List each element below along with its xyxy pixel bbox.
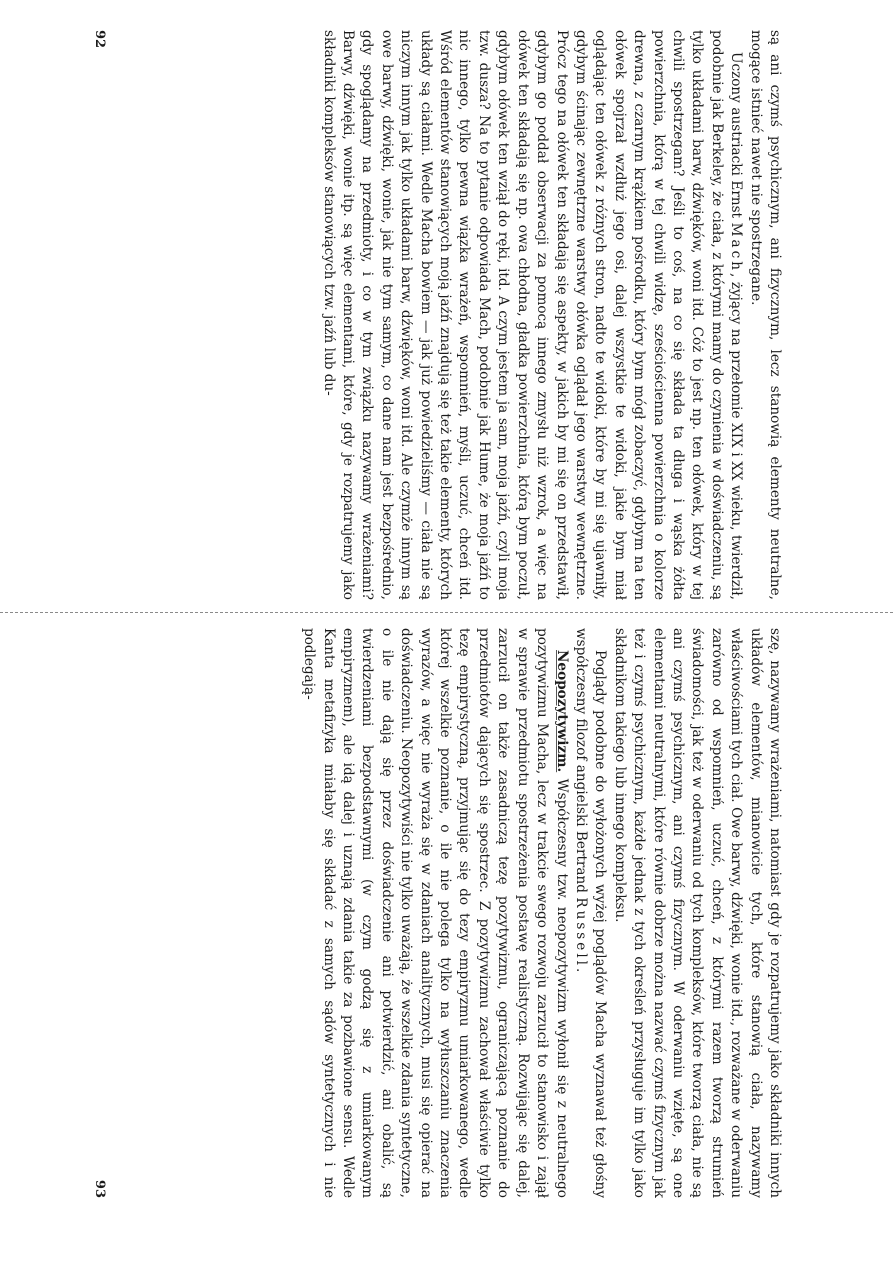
text-run: Uczony austriacki Ernst xyxy=(728,52,745,223)
text-run: , żyjący na przełomie XIX i XX wieku, twierdził, podobnie jak Berkeley, że ciała, z którymi mamy do czynienia w doświadczeniu, są tylko układami barw, dźwięków, woni itd. Cóż to jest np. ten ołówek, który w tej chwili spostrzegam? Jeśli to coś, na co się składa ta długa i wąska żółta powierzchnia, którą w tej chwili widzę, sześciościenna powierzchnia o kolorze drewna, z czarnym krążkiem pośrodku, który bym mógł zobaczyć, gdybym na ten ołówek spojrzał wzdłuż jego osi, dalej wszystkie te widoki, jakie bym miał oglądając ten ołówek z różnych stron, nadto te widoki, które by mi się ujawniły, gdybym ścinając zewnętrzne warstwy ołówka oglądał jego warstwy wewnętrzne. Prócz tego na ołówek ten składają się aspekty, w jakich by mi się on przedstawił, gdybym go poddał obserwacji za pomocą innego zmysłu niż wzrok, a więc na ołówek ten składają się np. owa chłodna, gładka powierzchnia, którą bym poczuł, gdybym ołówek ten wziął do ręki, itd. A czym jestem ja sam, moja jaźń, czyli moja tzw. dusza? Na to pytanie odpowiada Mach, podobnie jak Hume, że moja jaźń to nic innego, tylko pewna wiązka wrażeń, wspomnień, myśli, uczuć, chceń itd. Wśród elementów stanowiących moją jaźń znajdują się też takie elementy, których układy są ciałami. Wedle Macha bowiem — jak już powiedzieliśmy — ciała nie są niczym innym jak tylko układami barw, dźwięków, woni itd. Ale czymże innym są owe barwy, dźwięki, wonie, jak nie tym samym, co dane nam jest bezpośrednio, gdy spoglądamy na przedmioty, i co w tym związku nazywamy wrażeniami? Barwy, dźwięki, wonie itp. są więc elementami, które, gdy je rozpatrujemy jako składniki kompleksów stanowiących tzw. jaźń lub du- xyxy=(320,30,745,600)
text-run: Współczesny tzw. neopozytywizm wyłonił się z neutralnego pozytywizmu Macha, lecz w trakcie swego rozwoju zarzucił to stanowisko i zajął w sprawie przedmiotu spostrzeżenia postawę realistyczną. Rozwijając się dalej, zarzucił on także zasadniczą tezę pozytywizmu, ograniczającą poznanie do przedmiotów dających się spostrzec. Z pozytywizmu zachował właściwie tylko tezę empirystyczną, przyjmując się do tezy empiryzmu umiarkowanego, wedle której wszelkie poznanie, o ile nie polega tylko na wyłuszczaniu znaczenia wyrazów, a więc nie wyraża się w zdaniach analitycznych, musi się opierać na doświadczeniu. Neopozytywiści nie tylko uważają, że wszelkie zdania syntetyczne, o ile nie dają się przez doświadczenie ani potwierdzić, ani obalić, są twierdzeniami bezpodstawnymi (w czym godzą się z umiarkowanym empiryzmem), ale idą dalej i uznają zdania takie za pozbawione sensu. Wedle Kanta metafizyka miałaby się składać z samych sądów syntetycznych i nie podlegają- xyxy=(301,628,570,1198)
page-93-text xyxy=(124,628,784,1198)
paragraph-neopozytywizm xyxy=(299,628,571,1198)
paragraph-mach xyxy=(318,30,745,600)
paragraph-russell xyxy=(571,628,610,1198)
page-93 xyxy=(84,628,784,1198)
text-run: . xyxy=(572,968,589,973)
section-heading-neopozytywizm: Neopozytywizm. xyxy=(553,650,570,773)
text-run: Poglądy podobne do wyłożonych wyżej poglądów Macha wyznawał też głośny współczesny filozof angielski Bertrand xyxy=(572,628,609,1198)
name-mach: Mach xyxy=(728,222,745,273)
paragraph: są ani czymś psychicznym, ani fizycznym, lecz stanowią elementy neutralne, mogące istnieć nawet nie spostrzegane. xyxy=(747,30,783,600)
page-number: 92 xyxy=(92,30,107,49)
page-92-text xyxy=(124,30,784,600)
page-fold-line xyxy=(0,612,893,613)
name-russell: Russell xyxy=(572,897,589,969)
page-number: 93 xyxy=(92,1179,107,1198)
page-92 xyxy=(84,30,784,600)
paragraph: szę, nazywamy wrażeniami, natomiast gdy je rozpatrujemy jako składniki innych układów elementów, mianowicie tych, które stanowią ciała, nazywamy właściwościami tych ciał. Owe barwy, dźwięki, wonie itd., rozważane w oderwaniu zarówno od wspomnień, uczuć, chceń, z którymi razem tworzą strumień świadomości, jak też w oderwaniu od tych kompleksów, które tworzą ciała, nie są ani czymś psychicznym, ani czymś fizycznym. W oderwaniu wzięte, są one elementami neutralnymi, które równie dobrze można nazwać czymś fizycznym jak też i czymś psychicznym, każde jednak z tych określeń przysługuje im tylko jako składnikom takiego lub innego kompleksu. xyxy=(611,628,783,1198)
